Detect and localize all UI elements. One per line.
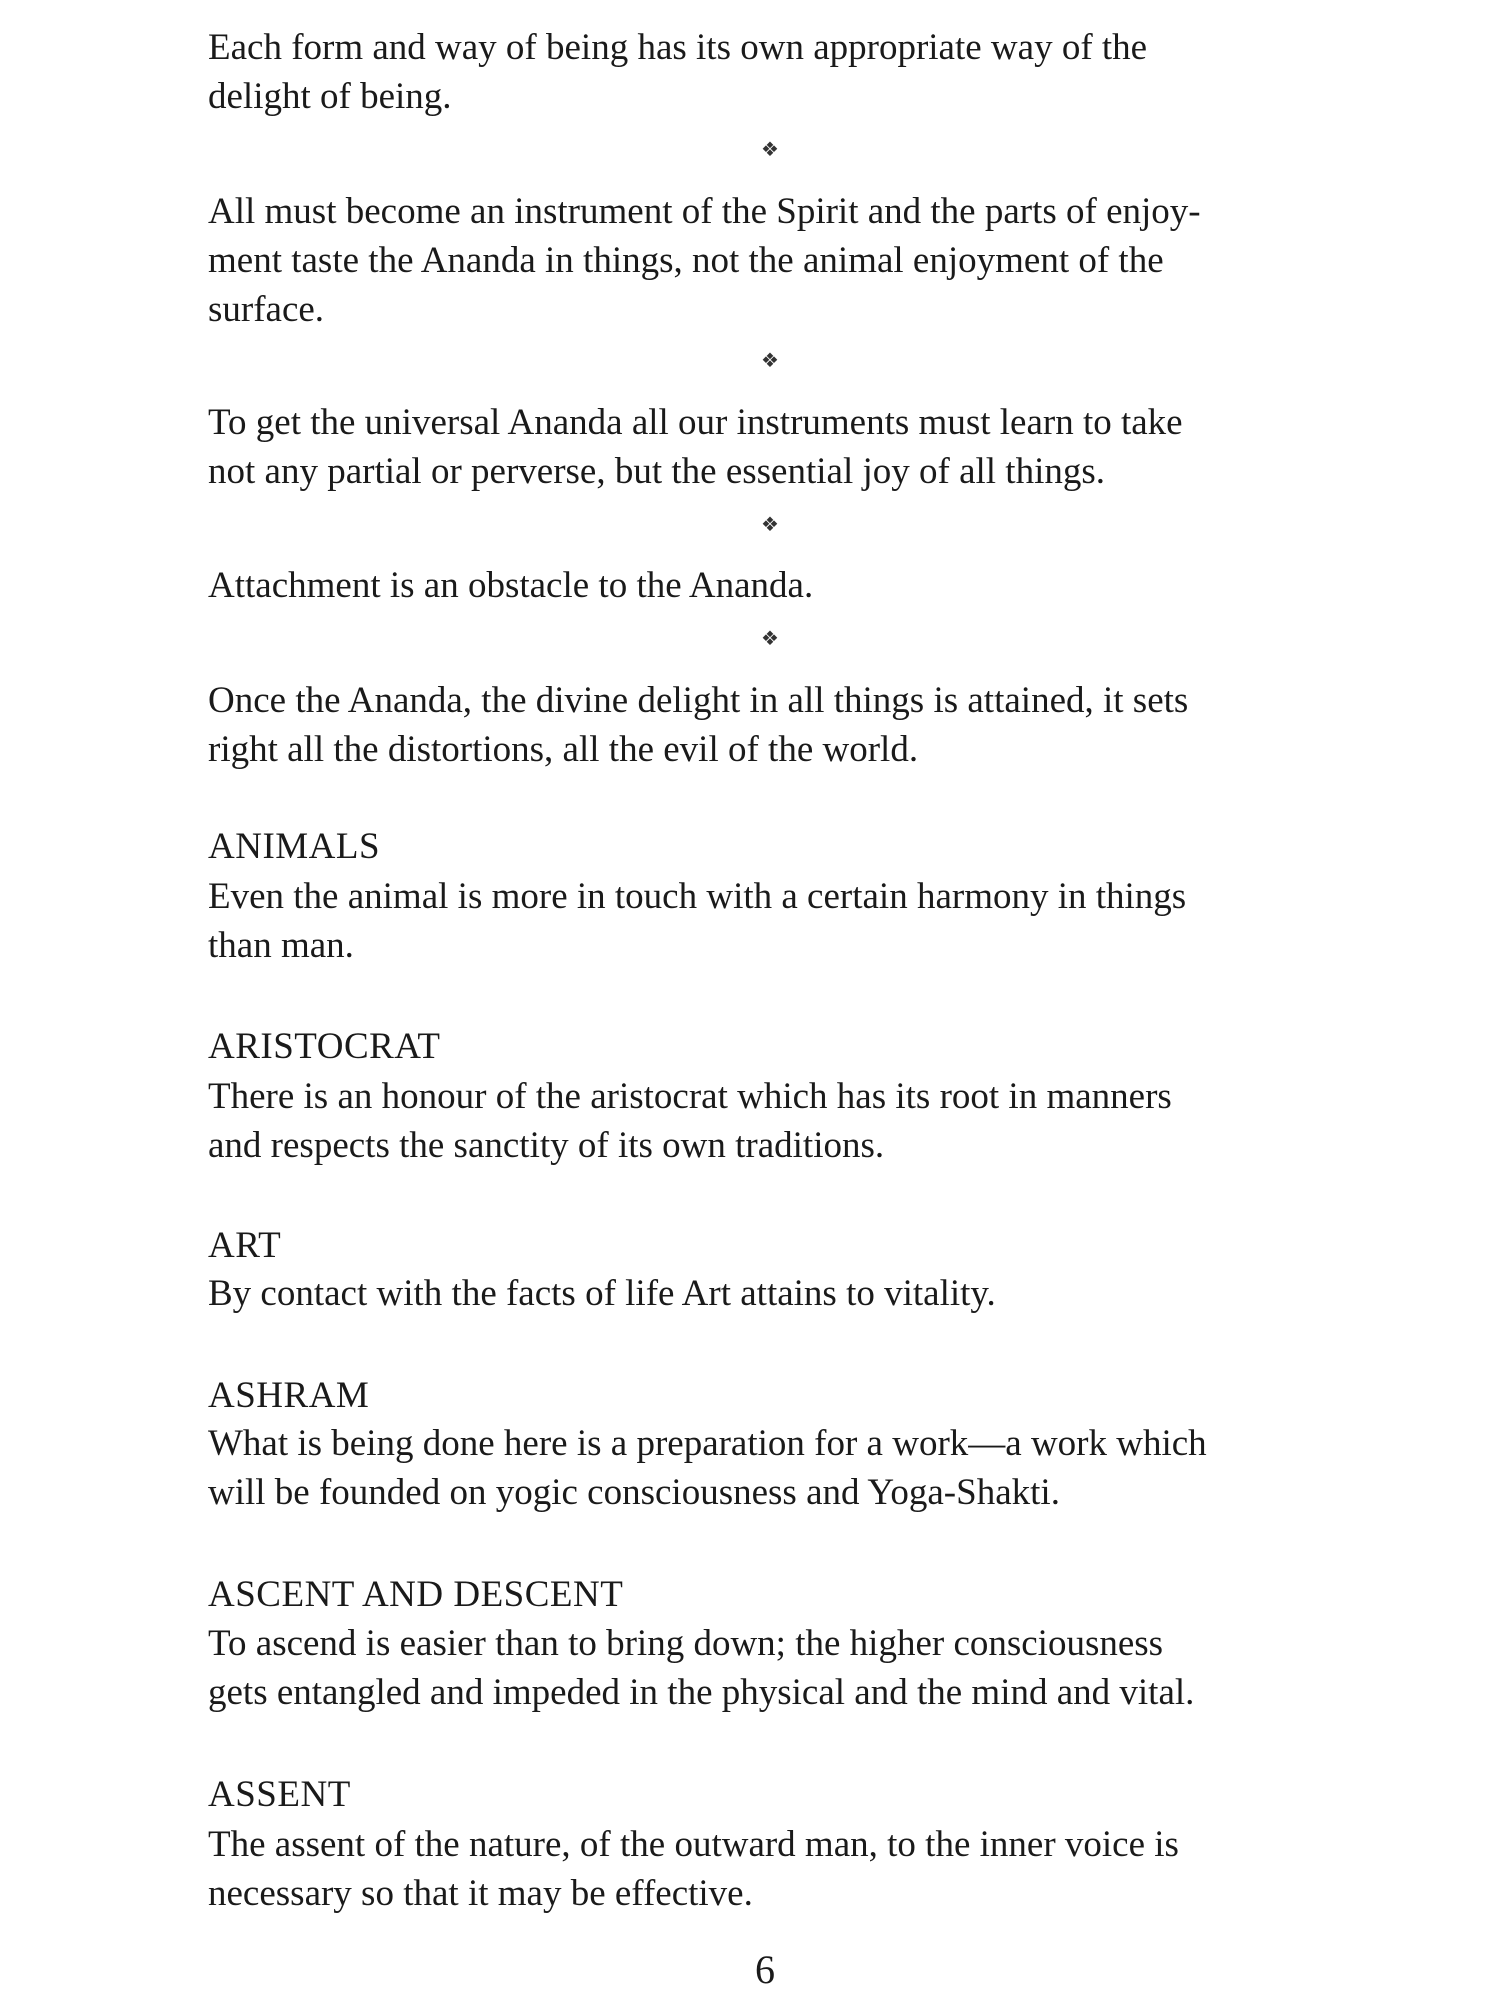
entry-line: To ascend is easier than to bring down; the higher consciousness xyxy=(208,1623,1164,1664)
entry-5 xyxy=(208,676,1338,774)
entry-3 xyxy=(208,398,1338,496)
section-heading-art: ART xyxy=(208,1225,282,1266)
entry-line: ment taste the Ananda in things, not the animal enjoyment of the xyxy=(208,240,1164,281)
section-text-ascent-and-descent xyxy=(208,1619,1338,1717)
entry-line: To get the universal Ananda all our instruments must learn to take xyxy=(208,402,1183,443)
entry-line: Attachment is an obstacle to the Ananda. xyxy=(208,565,814,606)
entry-line: delight of being. xyxy=(208,76,452,117)
entry-line: By contact with the facts of life Art attains to vitality. xyxy=(208,1273,996,1314)
entry-line: right all the distortions, all the evil of the world. xyxy=(208,729,919,770)
entry-line: than man. xyxy=(208,925,354,966)
section-heading-assent: ASSENT xyxy=(208,1774,351,1815)
separator-ornament: ❖ xyxy=(761,350,779,372)
section-text-animals xyxy=(208,872,1338,970)
entry-line: will be founded on yogic consciousness and Yoga-Shakti. xyxy=(208,1472,1060,1513)
section-text-ashram xyxy=(208,1419,1338,1517)
entry-line: surface. xyxy=(208,289,325,330)
separator-ornament: ❖ xyxy=(761,514,779,536)
entry-line: Each form and way of being has its own appropriate way of the xyxy=(208,27,1148,68)
separator-ornament: ❖ xyxy=(761,139,779,161)
section-heading-aristocrat: ARISTOCRAT xyxy=(208,1026,441,1067)
section-heading-ascent-and-descent: ASCENT AND DESCENT xyxy=(208,1574,624,1615)
entry-line: The assent of the nature, of the outward man, to the inner voice is xyxy=(208,1824,1179,1865)
section-text-art xyxy=(208,1269,1338,1318)
entry-line: and respects the sanctity of its own traditions. xyxy=(208,1125,885,1166)
entry-line: Once the Ananda, the divine delight in all things is attained, it sets xyxy=(208,680,1189,721)
entry-line: All must become an instrument of the Spirit and the parts of enjoy- xyxy=(208,191,1201,232)
entry-line: Even the animal is more in touch with a certain harmony in things xyxy=(208,876,1187,917)
entry-line: What is being done here is a preparation for a work—a work which xyxy=(208,1423,1207,1464)
entry-2 xyxy=(208,187,1338,334)
entry-line: There is an honour of the aristocrat which has its root in manners xyxy=(208,1076,1172,1117)
section-heading-ashram: ASHRAM xyxy=(208,1375,370,1416)
separator-ornament: ❖ xyxy=(761,628,779,650)
section-heading-animals: ANIMALS xyxy=(208,826,381,867)
entry-line: not any partial or perverse, but the essential joy of all things. xyxy=(208,451,1106,492)
entry-4 xyxy=(208,561,1338,610)
section-text-aristocrat xyxy=(208,1072,1338,1170)
page-number: 6 xyxy=(755,1947,775,1992)
entry-1 xyxy=(208,23,1338,121)
entry-line: gets entangled and impeded in the physical and the mind and vital. xyxy=(208,1672,1195,1713)
entry-line: necessary so that it may be effective. xyxy=(208,1873,753,1914)
section-text-assent xyxy=(208,1820,1338,1918)
